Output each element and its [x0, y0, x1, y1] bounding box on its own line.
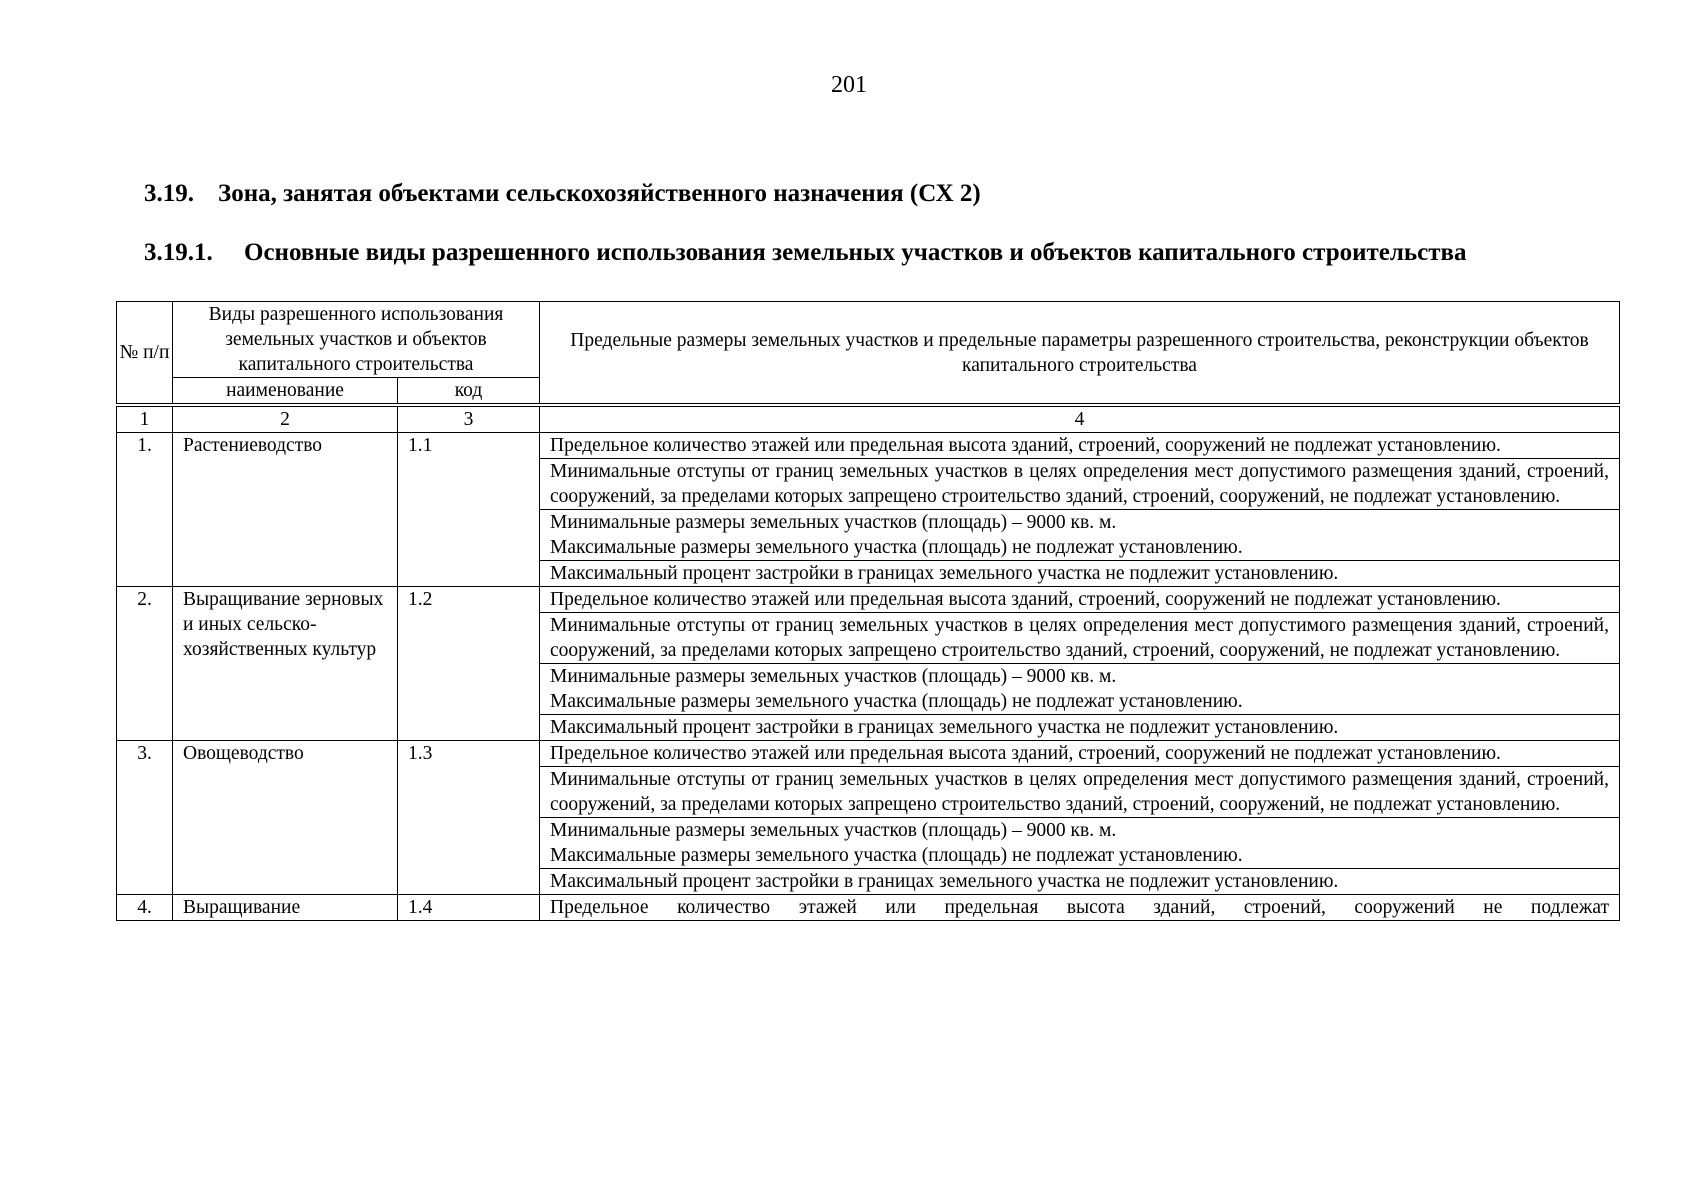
- column-number: 4: [540, 405, 1620, 433]
- use-code: 1.3: [398, 741, 540, 895]
- table-row: [117, 433, 1620, 459]
- column-number: 2: [173, 405, 398, 433]
- use-code: 1.1: [398, 433, 540, 587]
- param-min-size: Минимальные размеры земельных участков (площадь) – 9000 кв. м.: [550, 666, 1117, 687]
- page-number: 201: [831, 72, 867, 98]
- use-name: Овощеводство: [173, 741, 398, 895]
- param-sizes: [540, 664, 1620, 715]
- param-coverage: Максимальный процент застройки в границах земельного участка не подлежит установлению.: [540, 869, 1620, 895]
- use-code: 1.4: [398, 895, 540, 921]
- header-limits: Предельные размеры земельных участков и предельные параметры разрешенного строительства, реконструкции объектов капитального строительства: [540, 302, 1620, 406]
- param-min-size: Минимальные размеры земельных участков (площадь) – 9000 кв. м.: [550, 820, 1117, 841]
- param-floors: Предельное количество этажей или предельная высота зданий, строений, сооружений не подлежат установлению.: [540, 741, 1620, 767]
- sub-heading: [144, 237, 1619, 269]
- param-setbacks: Минимальные отступы от границ земельных участков в целях определения мест допустимого размещения зданий, строений, сооружений, за пределами которых запрещено строительство зданий, строений, сооружений, не подлежат установлению.: [540, 459, 1620, 510]
- param-max-size: Максимальные размеры земельного участка (площадь) не подлежат установлению.: [550, 691, 1243, 712]
- row-number: 3.: [117, 741, 173, 895]
- param-floors: Предельное количество этажей или предельная высота зданий, строений, сооружений не подлежат установлению.: [540, 587, 1620, 613]
- param-floors: Предельное количество этажей или предельная высота зданий, строений, сооружений не подлежат установлению.: [540, 433, 1620, 459]
- land-use-table: [116, 301, 1620, 921]
- column-number: 1: [117, 405, 173, 433]
- param-setbacks: Минимальные отступы от границ земельных участков в целях определения мест допустимого размещения зданий, строений, сооружений, за пределами которых запрещено строительство зданий, строений, сооружений, не подлежат установлению.: [540, 767, 1620, 818]
- row-number: 1.: [117, 433, 173, 587]
- zone-heading-title: Зона, занятая объектами сельскохозяйственного назначения (СХ 2): [218, 180, 981, 207]
- use-name: Выращивание зерновых и иных сельско-хозяйственных культур: [173, 587, 398, 741]
- zone-heading: [144, 180, 981, 208]
- param-sizes: [540, 818, 1620, 869]
- row-number: 2.: [117, 587, 173, 741]
- use-code: 1.2: [398, 587, 540, 741]
- param-coverage: Максимальный процент застройки в границах земельного участка не подлежит установлению.: [540, 715, 1620, 741]
- header-row: [117, 302, 1620, 378]
- param-sizes: [540, 510, 1620, 561]
- table-row: [117, 587, 1620, 613]
- header-code: код: [398, 378, 540, 406]
- use-name: Растениеводство: [173, 433, 398, 587]
- param-max-size: Максимальные размеры земельного участка (площадь) не подлежат установлению.: [550, 845, 1243, 866]
- param-coverage: Максимальный процент застройки в границах земельного участка не подлежит установлению.: [540, 561, 1620, 587]
- header-num: № п/п: [117, 302, 173, 406]
- use-name: Выращивание: [173, 895, 398, 921]
- column-numbers-row: [117, 405, 1620, 433]
- sub-heading-number: 3.19.1.: [144, 239, 213, 266]
- table-row: [117, 741, 1620, 767]
- zone-heading-number: 3.19.: [144, 180, 194, 207]
- table-row: [117, 895, 1620, 921]
- column-number: 3: [398, 405, 540, 433]
- param-min-size: Минимальные размеры земельных участков (площадь) – 9000 кв. м.: [550, 512, 1117, 533]
- param-max-size: Максимальные размеры земельного участка (площадь) не подлежат установлению.: [550, 537, 1243, 558]
- header-kinds: Виды разрешенного использования земельных участков и объектов капитального строительства: [173, 302, 540, 378]
- param-floors: Предельное количество этажей или предельная высота зданий, строений, сооружений не подлежат: [540, 895, 1620, 921]
- row-number: 4.: [117, 895, 173, 921]
- sub-heading-title: Основные виды разрешенного использования земельных участков и объектов капитального строительства: [244, 239, 1467, 266]
- param-setbacks: Минимальные отступы от границ земельных участков в целях определения мест допустимого размещения зданий, строений, сооружений, за пределами которых запрещено строительство зданий, строений, сооружений, не подлежат установлению.: [540, 613, 1620, 664]
- header-name: наименование: [173, 378, 398, 406]
